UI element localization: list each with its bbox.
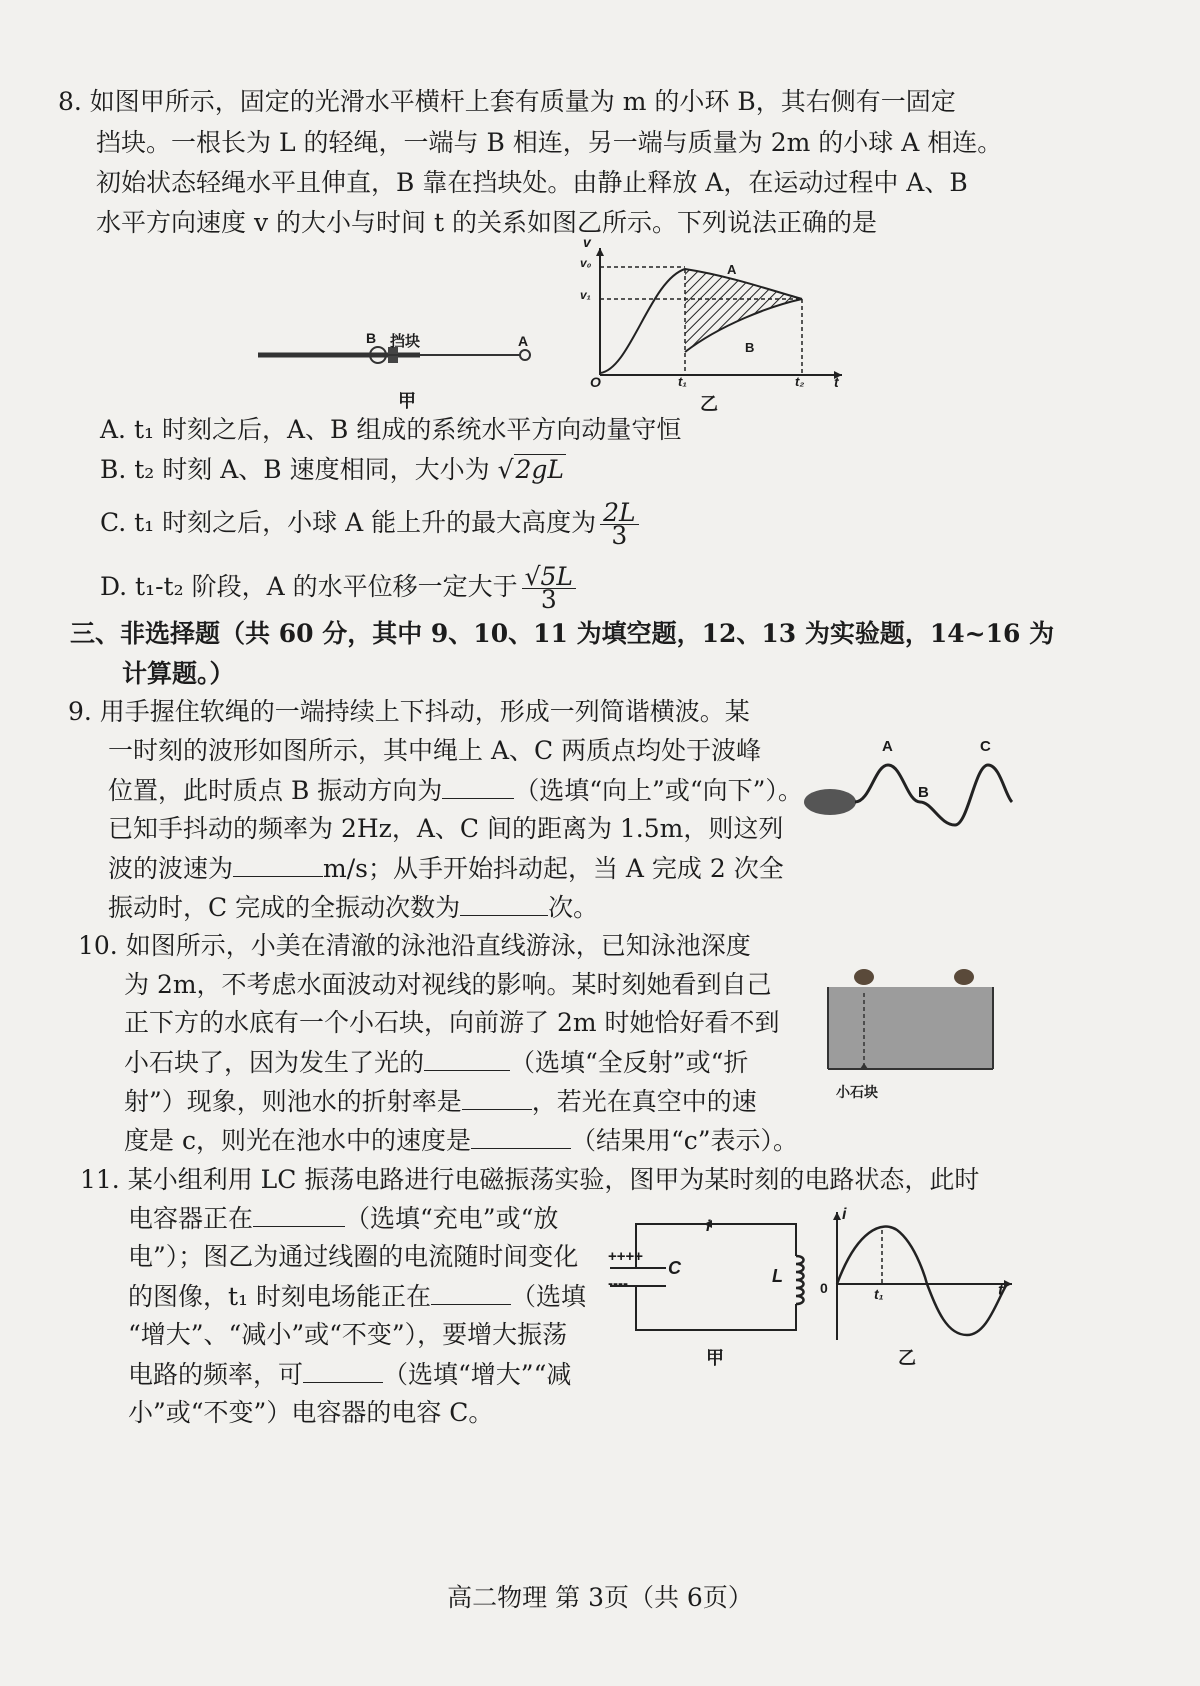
q8-line-1: 8. 如图甲所示，固定的光滑水平横杆上套有质量为 m 的小环 B，其右侧有一固定 (58, 87, 956, 116)
q9-line-5: 波的波速为 m/s；从手开始抖动起，当 A 完成 2 次全 (108, 850, 784, 887)
q11-yi-caption: 乙 (898, 1348, 916, 1368)
q11-current-graph (822, 1200, 1022, 1350)
q8-line-4: 水平方向速度 v 的大小与时间 t 的关系如图乙所示。下列说法正确的是 (96, 208, 877, 237)
q9-line-3: 位置，此时质点 B 振动方向为 （选填“向上”或“向下”）。 (108, 772, 803, 809)
q10-line-6: 度是 c，则光在池水中的速度是 （结果用“c”表示）。 (124, 1122, 798, 1159)
q8-figure-yi (580, 240, 850, 410)
q9-label-c: C (980, 738, 991, 755)
q10-line-2: 为 2m，不考虑水面波动对视线的影响。某时刻她看到自己 (124, 970, 772, 999)
q11-capacitor-minus: ---- (608, 1275, 628, 1292)
q8-jia-label-b: B (366, 330, 377, 346)
q8-yi-caption: 乙 (700, 394, 718, 414)
q11-line-6: 电路的频率，可 （选填“增大”“减 (128, 1356, 571, 1393)
q8-jia-caption: 甲 (398, 391, 416, 411)
q11-line-5: “增大”、“减小”或“不变”），要增大振荡 (128, 1320, 568, 1349)
q8-yi-curve-a: A (727, 262, 737, 277)
q8-option-d-fraction: $\frac{√5L}{3}$ (522, 566, 576, 611)
q11-line-4: 的图像，t₁ 时刻电场能正在 （选填 (128, 1278, 586, 1315)
q11-circuit-i: i (706, 1218, 711, 1235)
q8-jia-label-block: 挡块 (390, 333, 421, 350)
q9-line-4: 已知手抖动的频率为 2Hz，A、C 间的距离为 1.5m，则这列 (108, 814, 784, 843)
q9-line-6: 振动时，C 完成的全振动次数为 次。 (108, 889, 598, 926)
q8-yi-v0: v₀ (580, 256, 592, 270)
q11-line-1: 11. 某小组利用 LC 振荡电路进行电磁振荡实验，图甲为某时刻的电路状态，此时 (80, 1165, 980, 1194)
q10-line-1: 10. 如图所示，小美在清澈的泳池沿直线游泳，已知泳池深度 (78, 931, 751, 960)
q11-graph-origin: 0 (820, 1280, 828, 1296)
q11-line-7: 小”或“不变”）电容器的电容 C。 (128, 1398, 494, 1427)
q10-line-3: 正下方的水底有一个小石块，向前游了 2m 时她恰好看不到 (124, 1008, 780, 1037)
q8-yi-origin: O (590, 374, 601, 390)
q8-option-d: D. t₁-t₂ 阶段，A 的水平位移一定大于 $\frac{√5L}{3}$ (100, 566, 576, 611)
q10-pool-figure (820, 965, 1000, 1075)
q8-yi-v1: v₁ (580, 288, 591, 302)
q11-line-3: 电”）；图乙为通过线圈的电流随时间变化 (128, 1242, 579, 1271)
q11-jia-caption: 甲 (706, 1348, 724, 1368)
q9-line-2: 一时刻的波形如图所示，其中绳上 A、C 两质点均处于波峰 (108, 736, 762, 765)
q10-line-4: 小石块了，因为发生了光的 （选填“全反射”或“折 (124, 1044, 748, 1081)
q8-yi-axis-t: t (834, 374, 839, 390)
q8-yi-t1: t₁ (678, 374, 687, 389)
q8-jia-label-a: A (518, 333, 529, 349)
q11-graph-axis-i: i (842, 1206, 847, 1223)
q9-wave-figure (800, 745, 1020, 835)
q9-label-a: A (882, 738, 893, 755)
q8-option-b: B. t₂ 时刻 A、B 速度相同，大小为 √2gL (100, 455, 565, 484)
q8-yi-axis-v: v (583, 234, 591, 250)
q8-option-c-fraction: $\frac{2L}{3}$ (600, 502, 639, 547)
q8-yi-t2: t₂ (795, 374, 805, 389)
q11-capacitor-c: C (668, 1258, 681, 1278)
q8-option-c: C. t₁ 时刻之后，小球 A 能上升的最大高度为 $\frac{2L}{3}$ (100, 502, 639, 547)
q8-line-2: 挡块。一根长为 L 的轻绳，一端与 B 相连，另一端与质量为 2m 的小球 A 相连。 (96, 128, 1003, 157)
q8-yi-curve-b: B (745, 340, 755, 355)
q8-line-3: 初始状态轻绳水平且伸直，B 靠在挡块处。由静止释放 A，在运动过程中 A、B (96, 168, 968, 197)
section-3-heading: 三、非选择题（共 60 分，其中 9、10、11 为填空题，12、13 为实验题，14~16 为 (70, 619, 1055, 648)
q11-inductor-l: L (772, 1266, 783, 1286)
q9-line-1: 9. 用手握住软绳的一端持续上下抖动，形成一列简谐横波。某 (68, 697, 750, 726)
q11-line-2: 电容器正在 （选填“充电”或“放 (128, 1200, 558, 1237)
section-3-heading-cont: 计算题。） (122, 659, 235, 688)
q10-label-stone: 小石块 (836, 1084, 878, 1100)
q8-option-a: A. t₁ 时刻之后，A、B 组成的系统水平方向动量守恒 (100, 415, 682, 444)
page-footer: 高二物理 第 3页（共 6页） (447, 1583, 753, 1612)
q11-graph-axis-t: t (998, 1282, 1004, 1299)
q10-line-5: 射”）现象，则池水的折射率是 ，若光在真空中的速 (124, 1083, 757, 1120)
q9-label-b: B (918, 784, 929, 801)
q11-capacitor-plus: ++++ (608, 1248, 644, 1265)
q11-graph-t1: t₁ (874, 1286, 884, 1302)
